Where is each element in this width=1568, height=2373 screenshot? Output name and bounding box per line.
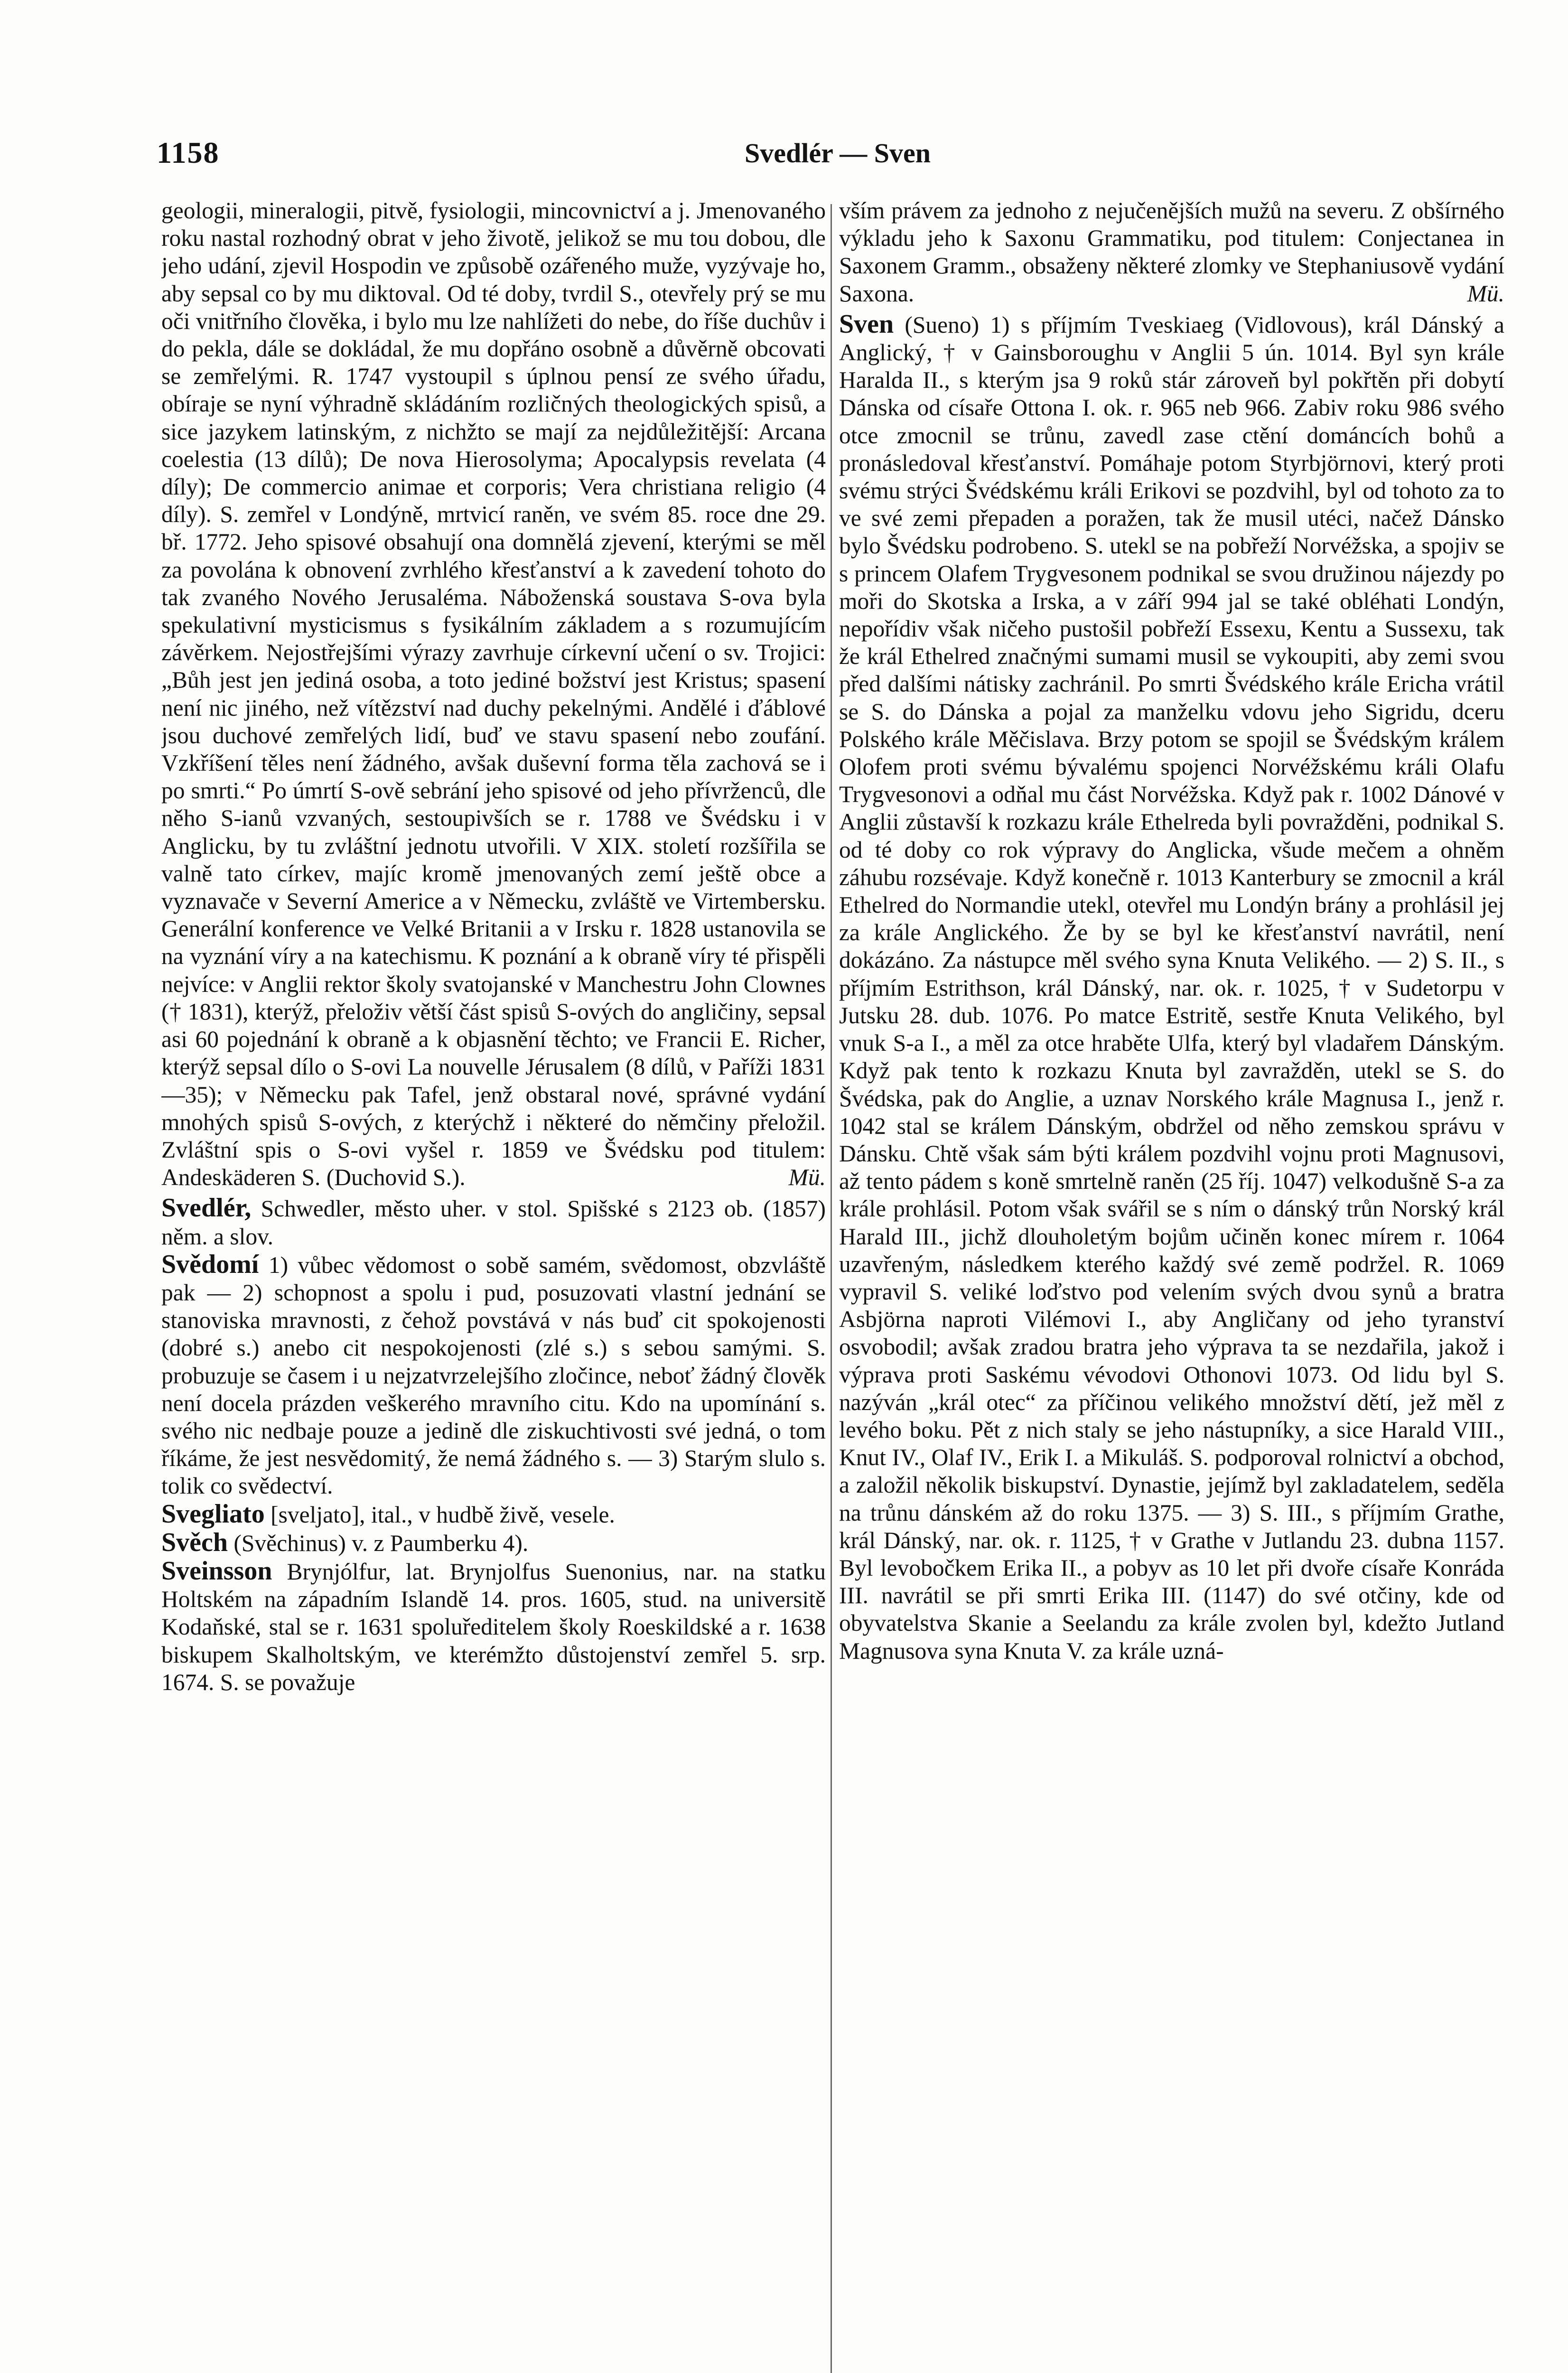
- headword: Sveinsson: [161, 1556, 272, 1586]
- column-divider: [831, 204, 832, 2373]
- entry-sven: [839, 310, 1504, 1665]
- entry-text: geologii, mineralogii, pitvě, fysiologii, mincovnictví a j. Jmenovaného roku nastal rozhodný obrat v jeho životě, jelikož se mu tou dobou, dle jeho udání, zjevil Hospodin ve způsobě ozářeného muže, vyzývaje ho, aby sepsal co by mu diktoval. Od té doby, tvrdil S., otevřely prý se mu oči vnitřního člověka, i bylo mu lze nahlížeti do nebe, do říše duchův i do pekla, dále se dokládal, že mu dopřáno osobně a důvěrně obcovati se zemřelými. R. 1747 vystoupil s úplnou pensí ze svého úřadu, obíraje se nyní výhradně skládáním rozličných theologických spisů, a sice jazykem latinským, z nichžto se mají za nejdůležitější: Arcana coelestia (13 dílů); De nova Hierosolyma; Apocalypsis revelata (4 díly); De commercio animae et corporis; Vera christiana religio (4 díly). S. zemřel v Londýně, mrtvicí raněn, ve svém 85. roce dne 29. bř. 1772. Jeho spisové obsahují ona domnělá zjevení, kterými se měl za povolána k obnovení zvrhlého křesťanství a k zavedení tohoto do tak zvaného Nového Jerusaléma. Náboženská soustava S-ova byla spekulativní mysticismus s fysikálním základem a s rozumujícím závěrkem. Nejostřejšími výrazy zavrhuje církevní učení o sv. Trojici: „Bůh jest jen jediná osoba, a toto jediné božství jest Kristus; spasení není nic jiného, než vítězství nad duchy pekelnými. Andělé i ďáblové jsou duchové zemřelých lidí, buď ve stavu spasení nebo zoufání. Vzkříšení těles není žádného, avšak duševní forma těla zachová se i po smrti.“ Po úmrtí S-ově sebrání jeho spisové od jeho přívrženců, dle něho S-ianů vzvaných, sestoupivších se r. 1788 ve Švédsku i v Anglicku, by tu zvláštní jednotu utvořili. V XIX. století rozšířila se valně tato církev, majíc kromě jmenovaných zemí ještě obce a vyznavače v Severní Americe a v Německu, zvláště ve Virtembersku. Generální konference ve Velké Britanii a v Irsku r. 1828 ustanovila se na vyznání víry a na katechismu. K poznání a k obraně víry té přispěli nejvíce: v Anglii rektor školy svatojanské v Manchestru John Clownes († 1831), kterýž, přeloživ větší část spisů S-ových do angličiny, sepsal asi 60 pojednání k obraně a k objasnění těchto; ve Francii E. Richer, kterýž sepsal dílo o S-ovi La nouvelle Jérusalem (8 dílů, v Paříži 1831—35); v Německu pak Tafel, jenž obstaral nové, správné vydání mnohých spisů S-ových, z kterýchž i některé do němčiny přeložil. Zvláštní spis o S-ovi vyšel r. 1859 ve Švédsku pod titulem: Andeskäderen S. (Duchovid S.).: [161, 197, 826, 1191]
- entry-text: (Sueno) 1) s příjmím Tveskiaeg (Vidlovous), král Dánský a Anglický, † v Gainsboroughu v Anglii 5 ún. 1014. Byl syn krále Haralda II., s kterým jsa 9 roků stár zároveň byl pokřtěn při dobytí Dánska od císaře Ottona I. ok. r. 965 neb 966. Zabiv roku 986 svého otce zmocnil se trůnu, zavedl zase ctění dománcích bohů a pronásledoval křesťanství. Pomáhaje potom Styrbjörnovi, který proti svému strýci Švédskému králi Erikovi se pozdvihl, byl od tohoto za to ve své zemi přepaden a poražen, tak že musil utéci, načež Dánsko bylo Švédsku podrobeno. S. utekl se na pobřeží Norvéžska, a spojiv se s princem Olafem Trygvesonem podnikal se svou družinou nájezdy po moři do Skotska a Irska, a v září 994 jal se také obléhati Londýn, nepořídiv však ničeho pustošil pobřeží Essexu, Kentu a Sussexu, tak že král Ethelred značnými sumami musil se vykoupiti, aby zemi svou před dalšími nátisky zachránil. Po smrti Švédského krále Ericha vrátil se S. do Dánska a pojal za manželku vdovu jeho Sigridu, dceru Polského krále Měčislava. Brzy potom se spojil se Švédským králem Olofem proti svému bývalému spojenci Norvéžskému králi Olafu Trygvesonovi a odňal mu část Norvéžska. Když pak r. 1002 Dánové v Anglii zůstavší k rozkazu krále Ethelreda byli povražděni, podnikal S. od té doby co rok výpravy do Anglicka, všude mečem a ohněm záhubu rozsévaje. Když konečně r. 1013 Kanterbury se zmocnil a král Ethelred do Normandie utekl, otevřel mu Londýn brány a prohlásil jej za krále Anglického. Že by se byl ke křesťanství navrátil, není dokázáno. Za nástupce měl svého syna Knuta Velikého. — 2) S. II., s příjmím Estrithson, král Dánský, nar. ok. r. 1025, † v Sudetorpu v Jutsku 28. dub. 1076. Po matce Estritě, sestře Knuta Velikého, byl vnuk S-a I., a měl za otce hraběte Ulfa, který byl vladařem Dánským. Když pak tento k rozkazu Knuta byl zavražděn, utekl se S. do Švédska, pak do Anglie, a uznav Norského krále Magnusa I., jenž r. 1042 stal se králem Dánským, obdržel od něho zemskou správu v Dánsku. Chtě však sám býti králem pozdvihl vojnu proti Magnusovi, až tento pádem s koně smrtelně raněn (25 říj. 1047) velkodušně S-a za krále prohlásil. Potom však svářil se s ním o dánský trůn Norský král Harald III., jichž dlouholetým bojům učiněn konec mírem r. 1064 uzavřeným, následkem kterého každý své země podržel. R. 1069 vypravil S. veliké loďstvo pod velením svých dvou synů a bratra Asbjörna naproti Vilémovi I., aby Angličany od jeho tyranství osvobodil; avšak zradou bratra jeho výprava ta se nezdařila, jakož i výprava proti Saskému vévodovi Othonovi 1073. Od lidu byl S. nazýván „král otec“ za příčinou velikého množství dětí, jež měl z levého boku. Pět z nich staly se jeho nástupníky, a sice Harald VIII., Knut IV., Olaf IV., Erik I. a Mikuláš. S. podporoval rolnictví a obchod, a založil několik biskupství. Dynastie, jejímž byl zakladatelem, seděla na trůnu dánském až do roku 1375. — 3) S. III., s příjmím Grathe, král Dánský, nar. ok. r. 1125, † v Grathe v Jutlandu 23. dubna 1157. Byl levobočkem Erika II., a pobyv as 10 let při dvoře císaře Konráda III. navrátil se při smrti Erika III. (1147) do své otčiny, kde od obyvatelstva Skanie a Seelandu za krále zvolen byl, kdežto Jutland Magnusova syna Knuta V. za krále uzná-: [839, 311, 1504, 1664]
- entry-text: 1) vůbec vědomost o sobě samém, svědomost, obzvláště pak — 2) schopnost a spolu i pud, posuzovati vlastní jednání se stanoviska mravnosti, z čehož povstává v nás buď cit spokojenosti (dobré s.) anebo cit nespokojenosti (zlé s.) s sebou samými. S. probuzuje se časem i u nejzatvrzelejšího zločince, neboť žádný člověk není docela prázden veškerého mravního citu. Kdo na upomínání s. svého nic nedbaje pouze a jedině dle ziskuchtivosti své jedná, o tom říkáme, že jest nesvědomitý, že nemá žádného s. — 3) Starým slulo s. tolik co svědectví.: [161, 1252, 826, 1499]
- right-column: [839, 197, 1504, 2373]
- headword: Svěch: [161, 1527, 228, 1557]
- running-title: Svedlér — Sven: [744, 138, 931, 168]
- headword: Svedlér,: [161, 1193, 252, 1223]
- left-column: [161, 197, 826, 2373]
- entry-text: (Svěchinus) v. z Paumberku 4).: [233, 1530, 529, 1556]
- entry-sveinsson: [161, 1557, 826, 1696]
- page-number: 1158: [157, 136, 220, 169]
- entry-text: Schwedler, město uher. v stol. Spišské s 2123 ob. (1857) něm. a slov.: [161, 1196, 826, 1250]
- entry-swedenborg-continuation: [161, 197, 826, 1191]
- entry-svegliato: [161, 1500, 826, 1529]
- author-signature: Mü.: [788, 1164, 826, 1191]
- headword: Sven: [839, 309, 894, 339]
- headword: Svegliato: [161, 1499, 265, 1529]
- entry-text: vším právem za jednoho z nejučenějších mužů na severu. Z obšírného výkladu jeho k Saxonu Grammatiku, pod titulem: Conjectanea in Saxonem Gramm., obsaženy některé zlomky ve Stephaniusově vydání Saxona.: [839, 197, 1504, 307]
- entry-svedomi: [161, 1251, 826, 1500]
- entry-text: [sveljato], ital., v hudbě živě, vesele.: [271, 1501, 615, 1528]
- entry-text: Brynjólfur, lat. Brynjolfus Suenonius, nar. na statku Holtském na západním Islandě 14. pros. 1605, stud. na universitě Kodaňské, stal se r. 1631 spoluředitelem školy Roeskildské a r. 1638 biskupem Skalholtským, ve kterémžto důstojenství zemřel 5. srp. 1674. S. se považuje: [161, 1558, 826, 1695]
- entry-svech: [161, 1529, 826, 1557]
- running-head: [157, 135, 1519, 173]
- author-signature: Mü.: [1467, 280, 1504, 307]
- entry-svedler: [161, 1194, 826, 1250]
- entry-sveinsson-continuation: [839, 197, 1504, 308]
- headword: Svědomí: [161, 1249, 259, 1279]
